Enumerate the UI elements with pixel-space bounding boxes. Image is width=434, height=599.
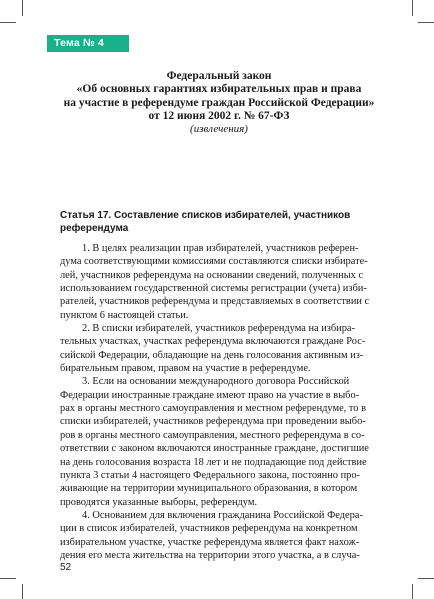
crop-mark-top-left-h bbox=[0, 22, 16, 23]
text-line: списки избирателей, участников референдума при проведении выбо- bbox=[60, 416, 366, 428]
text-line: бирательным правом, правом на участие в референдуме. bbox=[60, 363, 311, 375]
header-line: Федеральный закон bbox=[166, 70, 272, 82]
page-number: 52 bbox=[60, 562, 72, 573]
text-line: живающие на территории муниципального образования, в котором bbox=[60, 483, 358, 495]
text-line: ответствии с законом включаются иностранные граждане, достигшие bbox=[60, 443, 369, 455]
text-line: лей, участников референдума на основании сведений, полученных с bbox=[60, 269, 364, 281]
paragraph-1 bbox=[60, 242, 378, 322]
article-title-line: Статья 17. Составление списков избирателей, участников bbox=[60, 210, 351, 221]
header-line: от 12 июня 2002 г. № 67-ФЗ bbox=[148, 109, 290, 122]
text-line: 1. В целях реализации прав избирателей, участников референ- bbox=[82, 243, 359, 254]
topic-tab bbox=[47, 35, 129, 52]
crop-mark-bottom-left-v bbox=[22, 584, 23, 599]
text-line: 2. В списки избирателей, участников референдума на избира- bbox=[82, 323, 356, 335]
text-line: ции в список избирателей, участников референдума на конкретном bbox=[60, 523, 358, 535]
text-line: избирательном участке, участке референдума является факт нахож- bbox=[60, 536, 360, 548]
article-body bbox=[60, 242, 378, 562]
crop-mark-top-right-h bbox=[418, 22, 434, 23]
document-header bbox=[60, 70, 378, 136]
text-line: пунктом 6 настоящей статьи. bbox=[60, 309, 189, 321]
text-line: пункта 3 статьи 4 настоящего Федерального закона, постоянно про- bbox=[60, 469, 361, 481]
text-line: тельных участках, участках референдума включаются граждане Рос- bbox=[60, 336, 366, 348]
crop-mark-top-left-v bbox=[22, 0, 23, 16]
text-line: Федерации иностранные граждане имеют право на участие в выбо- bbox=[60, 389, 360, 401]
paragraph-2 bbox=[60, 322, 378, 375]
text-line: рателей, участников референдума и представляемых в соответствии с bbox=[60, 296, 370, 308]
text-line: рах в органы местного самоуправления и местном референдуме, то в bbox=[60, 403, 366, 415]
text-line: дения его места жительства на территории этого участка, а в случа- bbox=[60, 549, 360, 561]
text-line: 4. Основанием для включения гражданина Российской Федера- bbox=[82, 509, 363, 521]
paragraph-4 bbox=[60, 509, 378, 562]
crop-mark-bottom-right-v bbox=[412, 584, 413, 599]
header-subtitle: (извлечения) bbox=[190, 123, 248, 136]
crop-mark-top-right-v bbox=[412, 0, 413, 16]
topic-tab-label: Тема № 4 bbox=[54, 37, 105, 49]
text-line: 3. Если на основании международного договора Российской bbox=[82, 376, 350, 388]
text-line: ров в органы местного самоуправления, местного референдума в со- bbox=[60, 429, 365, 441]
text-line: сийской Федерации, обладающие на день голосования активным из- bbox=[60, 349, 364, 361]
text-line: проводятся указанные выборы, референдум. bbox=[60, 496, 258, 508]
header-line: «Об основных гарантиях избирательных прав и права bbox=[76, 83, 362, 96]
article-title bbox=[60, 209, 378, 235]
crop-mark-bottom-right-h bbox=[418, 578, 434, 579]
crop-mark-bottom-left-h bbox=[0, 578, 16, 579]
text-line: на день голосования возраста 18 лет и не подпадающие под действие bbox=[60, 456, 367, 468]
text-line: использованием государственной системы регистрации (учета) изби- bbox=[60, 283, 367, 295]
paragraph-3 bbox=[60, 375, 378, 508]
text-line: дума соответствующими комиссиями составляются списки избирате- bbox=[60, 256, 368, 268]
article-title-line: референдума bbox=[60, 223, 129, 234]
header-line: на участие в референдуме граждан Российской Федерации» bbox=[63, 96, 375, 109]
